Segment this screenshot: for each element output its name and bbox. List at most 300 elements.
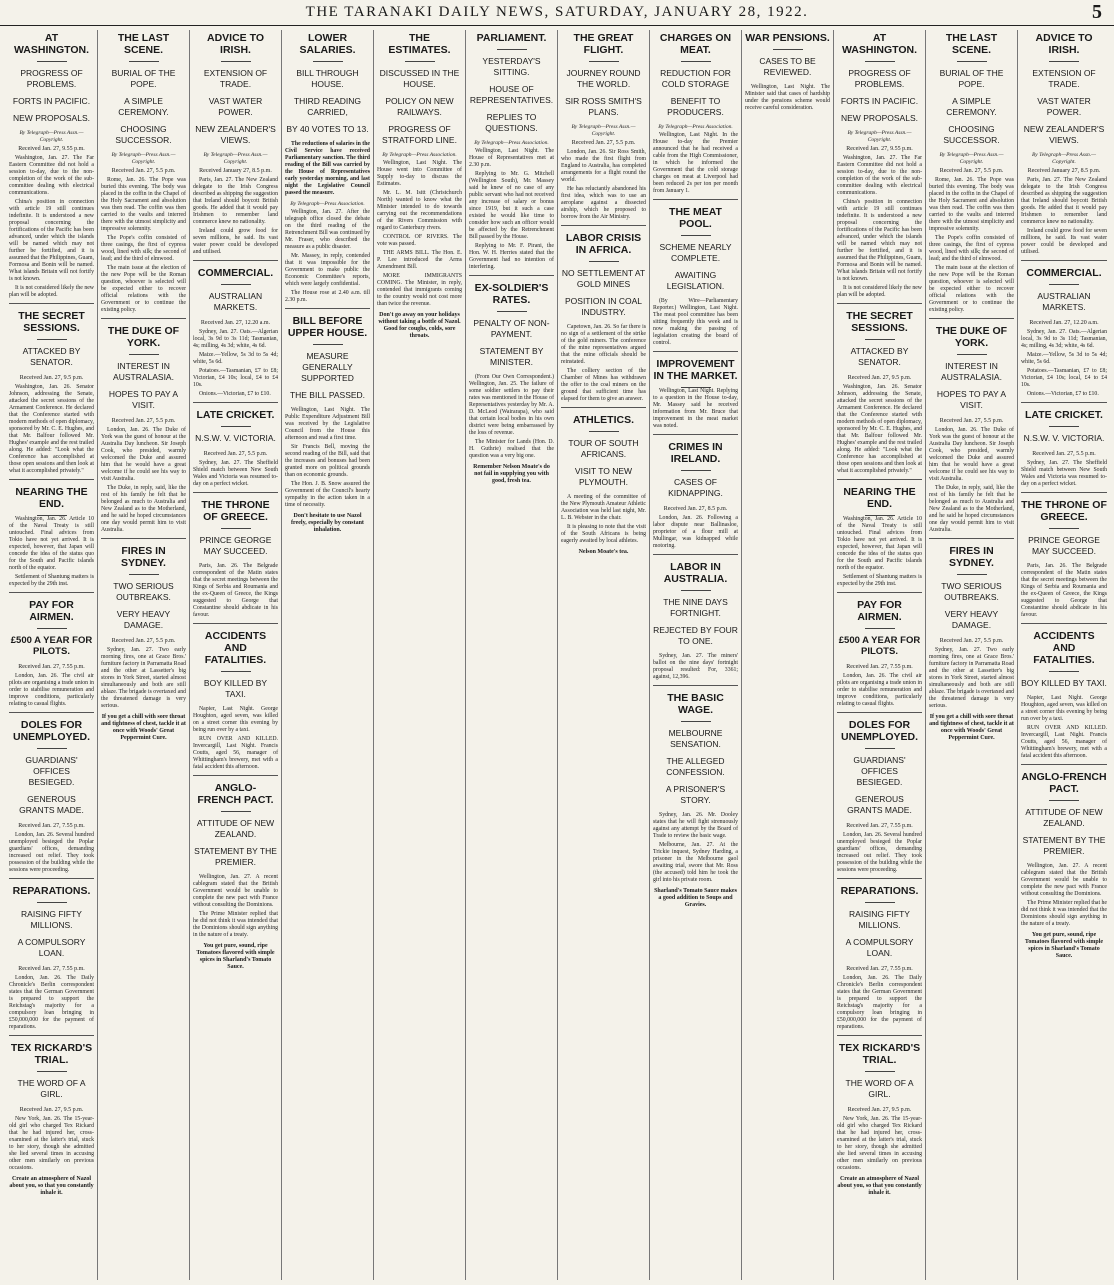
dateline: Received Jan. 27, 9.5 p.m. — [19, 1107, 84, 1113]
paragraph: Rome, Jan. 26. The Pope was buried this evening. The body was placed in the coffin in the Chapel of the Holy Sacrament and absolution was then read. The coffin was then carried to the vaults and interred there with the utmost simplicity and impressive solemnity. — [929, 177, 1014, 232]
paragraph: Washington, Jan. 26. Senator Johnson, addressing the Senate, attacked the secret sessions of the Armament Conference. He declared that the Conference started with modern methods of open diplomacy, sponsored by Mr. C. E. Hughes, and that Mr. Balfour followed Mr. Hughes' example and the rest trailed along. He added: "Look what the Conference has accomplished at those open sessions and then look at what it accomplished privately." — [9, 384, 94, 474]
paragraph: The main issue at the election of the new Pope will be the Roman question, whoever is selected will be expected either to recover official relations with the Government or to continue the existing policy. — [929, 265, 1014, 313]
article-body — [285, 407, 370, 509]
article-subhead: VAST WATER POWER. — [208, 96, 263, 117]
article-subhead: STATEMENT BY MINISTER. — [479, 346, 544, 367]
article-subhead: NO SETTLEMENT AT GOLD MINES — [561, 268, 646, 289]
advertisement: You get pure, sound, ripe Tomatoes flavored with simple spices in Sharland's Tomato Sauce. — [1024, 932, 1104, 959]
article-subhead: BURIAL OF THE POPE. — [111, 68, 176, 89]
article-headline: THE SECRET SESSIONS. — [846, 310, 913, 334]
article-subhead: SIR ROSS SMITH'S PLANS. — [565, 96, 642, 117]
divider — [865, 339, 895, 340]
paragraph: A meeting of the committee of the New Plymouth Amateur Athletic Association was held last night, Mr. L. B. Webster in the chair. — [561, 494, 646, 521]
article — [101, 32, 186, 314]
news-column — [834, 30, 926, 1280]
news-column — [98, 30, 190, 1280]
article-headline: ACCIDENTS AND FATALITIES. — [1033, 630, 1095, 666]
article-subhead: N.S.W. V. VICTORIA. — [1023, 433, 1105, 443]
paragraph: Sydney, Jan. 27. Two early morning fires, one at Grace Bros.' furniture factory in Parramatta Road and the other at Lassetter's big stores in York Street, started almost simultaneously and both are still ablaze. The brigade is overtaxed and the threatened damage is very serious. — [929, 647, 1014, 709]
article-subhead: PENALTY OF NON-PAYMENT. — [473, 318, 550, 339]
paragraph: Wellington, Last Night. Replying to a question in the House to-day, Mr. Massey said he received information from Mr. Bruce that improvement in the meat market was noted. — [653, 388, 738, 429]
article-subhead: ATTACKED BY SENATOR. — [850, 346, 909, 367]
paragraph: Sydney, Jan. 27. Oats.—Algerian local, 3s 9d to 3s 11d; Tasmanian, 4s; milling, 4s 3d; white, 4s 6d. — [193, 329, 278, 349]
article-subhead: GUARDIANS' OFFICES BESIEGED. — [853, 755, 906, 787]
paragraph: Settlement of Shantung matters is expected by the 29th inst. — [9, 574, 94, 587]
article — [193, 402, 278, 488]
paragraph: Wellington, Last Night. In the House to-day the Premier announced that he had received a cable from the High Commissioner, in which he informed the Government that the cold storage charges on meat at Liverpool had been reduced 2s per ton per month from January 1. — [653, 132, 738, 194]
article-lede: The reductions of salaries in the Civil Service have received Parliamentary sanction. The third reading of the Bill was carried by the House of Representatives early yesterday morning, and last night the Legislative Council passed the measure. — [285, 141, 370, 196]
advertisement: Nelson Moate's tea. — [578, 549, 629, 555]
dateline: Received Jan. 27, 7.55 p.m. — [846, 664, 913, 670]
paragraph: Potatoes.—Tasmanian, £7 to £8; Victorian, £4 10s; local, £4 to £4 10s. — [193, 368, 278, 388]
paragraph: Washington, Jan. 26. Article 10 of the Naval Treaty is still untouched. Final advices from Tokio have not yet arrived. It is expected, however, that Japan will concede the idea of the status quo for the South and Pacific islands north of the equator. — [9, 516, 94, 571]
article — [193, 32, 278, 256]
paragraph: The Prime Minister replied that he did not think it was intended that the Dominions should sign anything in the nature of a treaty. — [193, 911, 278, 938]
article-subhead: BENEFIT TO PRODUCERS. — [667, 96, 724, 117]
article-subhead: BOY KILLED BY TAXI. — [203, 678, 268, 699]
paragraph: Capetown, Jan. 26. So far there is no sign of a settlement of the strike of the gold miners. The conference of the mine representatives argued that the mine officials should be reinstated. — [561, 324, 646, 365]
paragraph: RUN OVER AND KILLED. Invercargill, Last Night. Francis Coutts, aged 56, manager of Whittingham's brewery, met with a fatal accident this afternoon. — [1021, 725, 1107, 759]
article-body — [653, 388, 738, 430]
article — [653, 199, 738, 347]
article-subhead: STATEMENT BY THE PREMIER. — [1022, 835, 1106, 856]
divider — [681, 470, 711, 471]
paragraph: Sir Francis Bell, moving the second reading of the Bill, said that the increases and bonuses had been granted more on political grounds than on economic grounds. — [285, 444, 370, 478]
article-subhead: A COMPULSORY LOAN. — [17, 937, 86, 958]
paragraph: Wellington, Last Night. The Minister said that cases of hardship under the pensions scheme would receive careful consideration. — [745, 84, 830, 111]
article — [9, 1035, 94, 1172]
article-headline: FIRES IN SYDNEY. — [121, 545, 166, 569]
paragraph: London, Jan. 26. The Duke of York was the guest of honour at the Australia Day luncheon. Sir Joseph Cook, who presided, warmly welcomed the Duke and assured him that he would have a great welcome if he could see his way to visit Australia. — [101, 427, 186, 482]
byline: By Telegraph—Press Assn.—Copyright. — [203, 152, 268, 165]
paragraph: The Duke, in reply, said, like the rest of his family he felt that he belonged as much to Australia and New Zealand as to the Motherland, and he said he hoped circumstances one day would permit him to visit Australia. — [929, 485, 1014, 533]
article-subhead: PROGRESS OF PROBLEMS. — [848, 68, 911, 89]
paragraph: London, Jan. 26. Several hundred unemployed besieged the Poplar guardians' offices, demanding increased out relief. They took possession of the building while the sessions were proceeding. — [9, 832, 94, 873]
article-subhead: N.S.W. V. VICTORIA. — [195, 433, 276, 443]
paragraph: Sydney, Jan. 27. Two early morning fires, one at Grace Bros.' furniture factory in Parramatta Road and the other at Lassetter's big stores in York Street, started almost simultaneously and both are still ablaze. The brigade is overtaxed and the threatened damage is very serious. — [101, 647, 186, 709]
divider — [865, 61, 895, 62]
dateline: Received Jan. 27, 5.5 p.m. — [939, 168, 1004, 174]
article-subhead: THIRD READING CARRIED, — [293, 96, 362, 117]
divider — [589, 261, 619, 262]
news-column — [558, 30, 650, 1280]
paragraph: Sydney, Jan. 27. Oats.—Algerian local, 3s 9d to 3s 11d; Tasmanian, 4s; milling, 4s 3d; white, 4s 6d. — [1021, 329, 1107, 349]
divider — [405, 61, 435, 62]
dateline: Received Jan. 27, 5.5 p.m. — [939, 418, 1004, 424]
article-subhead: INTEREST IN AUSTRALASIA. — [113, 361, 174, 382]
news-column — [650, 30, 742, 1280]
dateline: Received January 27, 8.5 p.m. — [199, 168, 272, 174]
paragraph: Replying to Mr. F. Pirani, the Hon. W. H. Herries stated that the Government had no intention of interfering. — [469, 243, 554, 270]
article-subhead: NEW PROPOSALS. — [13, 113, 90, 123]
news-column — [6, 30, 98, 1280]
paragraph: Mr. Massey, in reply, contended that it was impossible for the Government to make public the Economic Committee's reports, which were largely confidential. — [285, 253, 370, 287]
article-headline: THE THRONE OF GREECE. — [1021, 499, 1107, 523]
byline: By Telegraph—Press Assn.—Copyright. — [847, 130, 912, 143]
article-body — [1021, 563, 1107, 619]
divider — [129, 61, 159, 62]
article-subhead: BOY KILLED BY TAXI. — [1021, 678, 1107, 688]
article-subhead: GENEROUS GRANTS MADE. — [19, 794, 84, 815]
paragraph: The Prime Minister replied that he did not think it was intended that the Dominions should sign anything in the nature of a treaty. — [1021, 900, 1108, 927]
paragraph: Washington, Jan. 26. Senator Johnson, addressing the Senate, attacked the secret sessions of the Armament Conference. He declared that the Conference started with modern methods of open diplomacy, sponsored by Mr. C. E. Hughes, and that Mr. Balfour followed Mr. Hughes' example and the rest trailed along. He added: "Look what the Conference has accomplished at those open sessions and then look at what it accomplished privately." — [837, 384, 922, 474]
article-subhead: PROGRESS OF STRATFORD LINE. — [382, 124, 457, 145]
dateline: Received Jan. 27, 9.55 p.m. — [18, 146, 85, 152]
article — [9, 712, 94, 874]
article-body — [837, 975, 922, 1031]
paragraph: It is pleasing to note that the visit of the South Africans is being eagerly awaited by local athletes. — [561, 524, 646, 544]
paragraph: London, Jan. 26. Following a labor dispute near Ballinasloe, proprietor of a flour mill at Mullingar, was kidnapped while motoring. — [653, 515, 738, 549]
article-body — [653, 298, 738, 347]
article-subhead: POLICY ON NEW RAILWAYS. — [385, 96, 454, 117]
article-headline: PAY FOR AIRMEN. — [857, 599, 902, 623]
divider — [37, 61, 67, 62]
article-headline: WAR PENSIONS. — [745, 32, 830, 44]
news-column — [374, 30, 466, 1280]
article — [745, 32, 830, 112]
article-headline: THE LAST SCENE. — [945, 32, 998, 56]
article-subhead: PRINCE GEORGE MAY SUCCEED. — [1028, 535, 1100, 556]
article — [837, 32, 922, 299]
article-headline: TEX RICKARD'S TRIAL. — [838, 1042, 921, 1066]
dateline: Received January 27, 8.5 p.m. — [1027, 168, 1101, 174]
dateline: Received Jan. 27, 5.5 p.m. — [1032, 451, 1096, 457]
divider — [37, 902, 67, 903]
article-body — [653, 132, 738, 195]
divider — [1049, 528, 1079, 529]
advertisement: Don't go away on your holidays without taking a bottle of Nazol. Good for coughs, colds, sore throats. — [378, 312, 461, 339]
article-subhead: MEASURE GENERALLY SUPPORTED — [301, 351, 354, 383]
article-body — [837, 1116, 922, 1172]
article-headline: LOWER SALARIES. — [299, 32, 356, 56]
article-body — [193, 563, 278, 619]
article-headline: THE THRONE OF GREECE. — [201, 499, 270, 523]
dateline: Received Jan. 27, 5.5 p.m. — [203, 451, 268, 457]
article-body — [9, 155, 94, 299]
article-body — [101, 177, 186, 314]
article-subhead: YESTERDAY'S SITTING. — [482, 56, 541, 77]
divider — [681, 235, 711, 236]
article — [285, 308, 370, 509]
divider — [221, 426, 251, 427]
article-subhead: £500 A YEAR FOR PILOTS. — [838, 635, 921, 657]
article — [653, 32, 738, 195]
article-body — [837, 832, 922, 874]
article — [9, 592, 94, 708]
paragraph: London, Jan. 26. Several hundred unemployed besieged the Poplar guardians' offices, demanding increased out relief. They took possession of the building while the sessions were proceeding. — [837, 832, 922, 873]
article-body — [929, 647, 1014, 710]
paragraph: London, Jan. 26. The Duke of York was the guest of honour at the Australia Day luncheon. Sir Joseph Cook, who presided, warmly welcomed the Duke and assured him that he would have a great welcome if he could see his way to visit Australia. — [929, 427, 1014, 482]
article-subhead: REJECTED BY FOUR TO ONE. — [653, 625, 738, 646]
paragraph: Melbourne, Jan. 27. At the Trickie inquest, Sydney Harding, a prisoner in the Melbourne gaol awaiting trial, swore that Mr. Ross (the accused) told him he took the girl into his private room. — [653, 842, 738, 883]
article-subhead: CHOOSING SUCCESSOR. — [943, 124, 1000, 145]
dateline: Received Jan. 27, 7.55 p.m. — [18, 664, 85, 670]
article-headline: LATE CRICKET. — [196, 409, 275, 421]
dateline: Received Jan. 27, 8.5 p.m. — [663, 506, 728, 512]
paragraph: Ireland could grow food for seven millions, he said. Its vast water power could be developed and utilised. — [193, 228, 278, 255]
article — [929, 32, 1014, 314]
dateline: Received Jan. 27, 5.5 p.m. — [111, 418, 176, 424]
paragraph: Maize.—Yellow, 5s 3d to 5s 4d; white, 5s 6d. — [1021, 352, 1107, 365]
article-subhead: CHOOSING SUCCESSOR. — [115, 124, 172, 145]
divider — [37, 628, 67, 629]
divider — [37, 748, 67, 749]
news-column — [190, 30, 282, 1280]
advertisement: You get pure, sound, ripe Tomatoes flavored with simple spices in Sharland's Tomato Sauce. — [196, 943, 275, 970]
dateline: Received Jan. 27, 9.5 p.m. — [847, 1107, 912, 1113]
divider — [37, 339, 67, 340]
paragraph: RUN OVER AND KILLED. Invercargill, Last Night. Francis Coutts, aged 56, manager of Whittingham's brewery, met with a fatal accident this afternoon. — [193, 736, 278, 770]
article-body — [469, 374, 554, 460]
article-subhead: VISIT TO NEW PLYMOUTH. — [574, 466, 633, 487]
article-body — [193, 329, 278, 398]
paragraph: CONTROL OF RIVERS. The vote was passed. — [377, 234, 462, 247]
divider — [773, 49, 803, 50]
article-body — [837, 516, 922, 588]
article-headline: ATHLETICS. — [572, 414, 635, 426]
article — [193, 623, 278, 771]
advertisement: If you get a chill with sore throat and tightness of chest, tackle it at once with Woods' Great Peppermint Cure. — [929, 714, 1014, 741]
article-subhead: DISCUSSED IN THE HOUSE. — [379, 68, 460, 89]
article-headline: ADVICE TO IRISH. — [207, 32, 264, 56]
article-headline: REPARATIONS. — [840, 885, 919, 897]
article-body — [561, 149, 646, 221]
article-headline: FIRES IN SYDNEY. — [949, 545, 994, 569]
paragraph: Sydney, Jan. 26. Mr. Dooley states that he will fight strenuously against any attempt by the Board of Trade to review the basic wage. — [653, 812, 738, 839]
article — [1021, 492, 1107, 619]
dateline: Received Jan. 27, 7.55 p.m. — [846, 823, 913, 829]
article-body — [1021, 329, 1107, 398]
article-subhead: VAST WATER POWER. — [1037, 96, 1091, 117]
article — [193, 260, 278, 398]
article-body — [1021, 695, 1107, 760]
article-subhead: A SIMPLE CEREMONY. — [118, 96, 169, 117]
paragraph: The main issue at the election of the new Pope will be the Roman question, whoever is selected will be expected either to recover official relations with the Government or to continue the existing policy. — [101, 265, 186, 313]
article-headline: LATE CRICKET. — [1025, 409, 1103, 421]
byline: By Telegraph—Press Association. — [658, 124, 733, 130]
article-headline: ANGLO-FRENCH PACT. — [1021, 771, 1107, 795]
advertisement: Remember Nelson Moate's do not fail in supplying you with good, fresh tea. — [473, 464, 550, 484]
paragraph: Rome, Jan. 26. The Pope was buried this evening. The body was placed in the coffin in the Chapel of the Holy Sacrament and absolution was then read. The coffin was then carried to the vaults and interred there with the utmost simplicity and impressive solemnity. — [101, 177, 186, 232]
dateline: Received Jan. 27, 12.20 a.m. — [200, 320, 271, 326]
article-headline: IMPROVEMENT IN THE MARKET. — [653, 358, 738, 382]
article-headline: TEX RICKARD'S TRIAL. — [10, 1042, 93, 1066]
article — [561, 407, 646, 545]
article-subhead: BILL THROUGH HOUSE. — [296, 68, 359, 89]
paragraph: London, Jan. 26. Sir Ross Smith, who made the first flight from England to Australia, has completed arrangements for a flight round the world. — [561, 149, 646, 183]
article-body — [929, 177, 1014, 314]
article-body — [9, 832, 94, 874]
masthead — [0, 0, 1114, 26]
article-headline: COMMERCIAL. — [1026, 267, 1102, 279]
divider — [221, 671, 251, 672]
paragraph: Wellington, Jan. 27. A recent cablegram stated that the British Government would be unable to complete the new pact with France without consulting the Dominions. — [193, 874, 278, 908]
byline: By Telegraph—Press Assn.—Copyright. — [939, 152, 1004, 165]
article — [837, 592, 922, 708]
paragraph: The Duke, in reply, said, like the rest of his family he felt that he belonged as much to Australia and New Zealand as to the Motherland, and he said he hoped circumstances one day would permit him to visit Australia. — [101, 485, 186, 533]
paragraph: Wellington, Jan. 27. A recent cablegram stated that the British Government would be unable to complete the new pact with France without consulting the Dominions. — [1021, 863, 1107, 897]
article-body — [929, 427, 1014, 534]
article — [9, 32, 94, 299]
divider — [1049, 284, 1079, 285]
article-body — [9, 975, 94, 1031]
paragraph: New York, Jan. 26. The 15-year-old girl who charged Tex Rickard that he had injured her, cross-examined at the latter's trial, stuck to her story, though she admitted she lied several times in accusing other men similarly on previous occasions. — [9, 1116, 94, 1171]
article — [653, 351, 738, 430]
article — [101, 318, 186, 534]
byline: By Telegraph—Press Assn.—Copyright. — [111, 152, 176, 165]
article-headline: THE ESTIMATES. — [388, 32, 451, 56]
divider — [1049, 671, 1079, 672]
divider — [865, 628, 895, 629]
article-subhead: PRINCE GEORGE MAY SUCCEED. — [199, 535, 272, 556]
article — [1021, 623, 1107, 760]
article-subhead: PROGRESS OF PROBLEMS. — [20, 68, 83, 89]
article — [1021, 764, 1107, 928]
article-subhead: EXTENSION OF TRADE. — [203, 68, 268, 89]
byline: By Telegraph—Press Assn.—Copyright. — [19, 130, 84, 143]
paragraph: Settlement of Shantung matters is expected by the 29th inst. — [837, 574, 922, 587]
article-subhead: TWO SERIOUS OUTBREAKS. — [113, 581, 174, 602]
paragraph: Napier, Last Night. George Houghton, aged seven, was killed on a street corner this evening by being run over by a taxi. — [193, 706, 278, 733]
paragraph: Onions.—Victorian, £7 to £10. — [1027, 391, 1099, 397]
article-headline: THE DUKE OF YORK. — [935, 325, 1008, 349]
article — [101, 538, 186, 710]
advertisement: Create an atmosphere of Nazol about you, so that you constantly inhale it. — [9, 1176, 94, 1196]
article-subhead: ATTACKED BY SENATOR. — [22, 346, 81, 367]
divider — [221, 284, 251, 285]
article — [837, 479, 922, 588]
article-body — [837, 673, 922, 708]
paragraph: Sydney, Jan. 27. The miners' ballot on the nine days' fortnight proposal resulted: For, 3361; against, 12,396. — [653, 653, 738, 680]
article-body — [653, 515, 738, 550]
divider — [221, 61, 251, 62]
article — [561, 32, 646, 221]
divider — [129, 354, 159, 355]
divider — [865, 1071, 895, 1072]
article — [653, 434, 738, 550]
divider — [497, 49, 527, 50]
news-column — [742, 30, 834, 1280]
article — [837, 303, 922, 475]
paragraph: Paris, Jan. 26. The Belgrade correspondent of the Matin states that the secret meetings between the Kings of Serbia and Roumania and the ex-Queen of Greece, the Kings suggested to George that Constantine should abdicate in his favour. — [193, 563, 278, 618]
article — [1021, 402, 1107, 488]
article — [837, 712, 922, 874]
paragraph: The Minister for Lands (Hon. D. H. Guthrie) realised that the question was a very big one. — [469, 439, 554, 459]
dateline: Received Jan. 27, 5.5 p.m. — [571, 140, 636, 146]
news-column — [466, 30, 558, 1280]
byline: By Telegraph—Press Assn.—Copyright. — [571, 124, 636, 137]
paragraph: New York, Jan. 26. The 15-year-old girl who charged Tex Rickard that he had injured her, cross-examined at the latter's trial, stuck to her story, though she admitted she lied several times in accusing other men similarly on previous occasions. — [837, 1116, 922, 1171]
article-subhead: £500 A YEAR FOR PILOTS. — [10, 635, 93, 657]
article-headline: NEARING THE END. — [15, 486, 88, 510]
divider — [957, 574, 987, 575]
paragraph: The House rose at 2.40 a.m. till 2.30 p.m. — [285, 290, 370, 303]
article-headline: CHARGES ON MEAT. — [659, 32, 732, 56]
article — [9, 479, 94, 588]
article-body — [9, 516, 94, 588]
paragraph: The colliery section of the Chamber of Mines has withdrawn the offer to the coal miners on the ground that sufficient time has elapsed for them to give an answer. — [561, 368, 646, 402]
article-subhead: THE ALLEGED CONFESSION. — [666, 756, 725, 777]
article-subhead: BY 40 VOTES TO 13. — [286, 124, 369, 134]
article-headline: ACCIDENTS AND FATALITIES. — [204, 630, 267, 666]
article-headline: DOLES FOR UNEMPLOYED. — [840, 719, 918, 743]
divider — [313, 61, 343, 62]
paragraph: Wellington, Last Night. The Public Expenditure Adjustment Bill was received by the Legislative Council from the House this afternoon and read a first time. — [285, 407, 370, 441]
article-body — [101, 427, 186, 534]
dateline: Received Jan. 27, 7.55 p.m. — [846, 966, 913, 972]
article — [193, 492, 278, 619]
paragraph: (By Wire—Parliamentary Reporter.) Wellington, Last Night. The meat pool committee has been sitting frequently this week and is now making the passing of legislation creating the board of control. — [653, 298, 738, 346]
advertisement: Sharland's Tomato Sauce makes a good addition to Soups and Gravies. — [654, 888, 737, 908]
paragraph: Napier, Last Night. George Houghton, aged seven, was killed on a street corner this evening by being run over by a taxi. — [1021, 695, 1107, 722]
article-headline: REPARATIONS. — [12, 885, 91, 897]
paragraph: Paris, Jan. 26. The Belgrade correspondent of the Matin states that the secret meetings between the Kings of Serbia and Roumania and the ex-Queen of Greece, the Kings suggested to George that Constantine should abdicate in his favour. — [1021, 563, 1107, 618]
article-body — [1021, 863, 1107, 928]
divider — [1049, 426, 1079, 427]
article-headline: THE LAST SCENE. — [117, 32, 170, 56]
newspaper-columns — [6, 30, 1110, 1280]
article-subhead: RAISING FIFTY MILLIONS. — [849, 909, 910, 930]
article-headline: THE DUKE OF YORK. — [107, 325, 180, 349]
article-subhead: A SIMPLE CEREMONY. — [946, 96, 997, 117]
article-headline: CRIMES IN IRELAND. — [668, 441, 723, 465]
newspaper-title: THE TARANAKI DAILY NEWS, SATURDAY, JANUARY 28, 1922. — [305, 4, 809, 20]
divider — [497, 311, 527, 312]
article-subhead: THE NINE DAYS FORTNIGHT. — [663, 597, 728, 618]
paragraph: Ireland could grow food for seven millions, he said. Its vast water power could be developed and utilised. — [1021, 228, 1107, 255]
article-headline: THE BASIC WAGE. — [667, 692, 724, 716]
divider — [681, 590, 711, 591]
byline: By Telegraph—Press Assn.—Copyright. — [1031, 152, 1097, 165]
article-subhead: ATTITUDE OF NEW ZEALAND. — [1025, 807, 1103, 828]
divider — [1049, 800, 1079, 801]
article-headline: BILL BEFORE UPPER HOUSE. — [287, 315, 368, 339]
article-subhead: GUARDIANS' OFFICES BESIEGED. — [25, 755, 78, 787]
article-body — [193, 874, 278, 939]
article-subhead: POSITION IN COAL INDUSTRY. — [565, 296, 642, 317]
article-body — [745, 84, 830, 112]
article-subhead: VERY HEAVY DAMAGE. — [944, 609, 999, 630]
divider — [221, 811, 251, 812]
divider — [221, 528, 251, 529]
news-column — [282, 30, 374, 1280]
article-subhead: AUSTRALIAN MARKETS. — [208, 291, 263, 312]
article-subhead: FORTS IN PACIFIC. — [840, 96, 919, 106]
dateline: Received Jan. 27, 9.5 p.m. — [847, 375, 912, 381]
byline: By Telegraph—Press Association. — [290, 201, 365, 207]
article-subhead: AUSTRALIAN MARKETS. — [1037, 291, 1091, 312]
dateline: Received Jan. 27, 7.55 p.m. — [18, 823, 85, 829]
article-subhead: REDUCTION FOR COLD STORAGE — [660, 68, 731, 89]
paragraph: London, Jan. 26. The civil air pilots are organising a trade union in order to stabilise remuneration and improve conditions, particularly relating to casual flights. — [837, 673, 922, 707]
article-subhead: THE WORD OF A GIRL. — [845, 1078, 914, 1099]
divider — [589, 61, 619, 62]
paragraph: Maize.—Yellow, 5s 3d to 5s 4d; white, 5s 6d. — [193, 352, 278, 365]
article-headline: THE SECRET SESSIONS. — [18, 310, 85, 334]
article-body — [653, 653, 738, 681]
article-body — [561, 494, 646, 545]
advertisement: Don't hesitate to use Nazol freely, especially by constant inhalation. — [291, 513, 364, 533]
article-subhead: A PRISONER'S STORY. — [665, 784, 726, 805]
article-headline: THE GREAT FLIGHT. — [573, 32, 634, 56]
article — [653, 554, 738, 681]
article-body — [101, 647, 186, 710]
paragraph: It is not considered likely the new plan will be adopted. — [9, 285, 94, 298]
divider — [681, 721, 711, 722]
paragraph: Washington, Jan. 27. The Far Eastern Committee did not hold a session to-day, due to the non-completion of the work of the sub-committee dealing with electrical communications. — [837, 155, 922, 196]
article-body — [9, 1116, 94, 1172]
article-subhead: SCHEME NEARLY COMPLETE. — [659, 242, 732, 263]
